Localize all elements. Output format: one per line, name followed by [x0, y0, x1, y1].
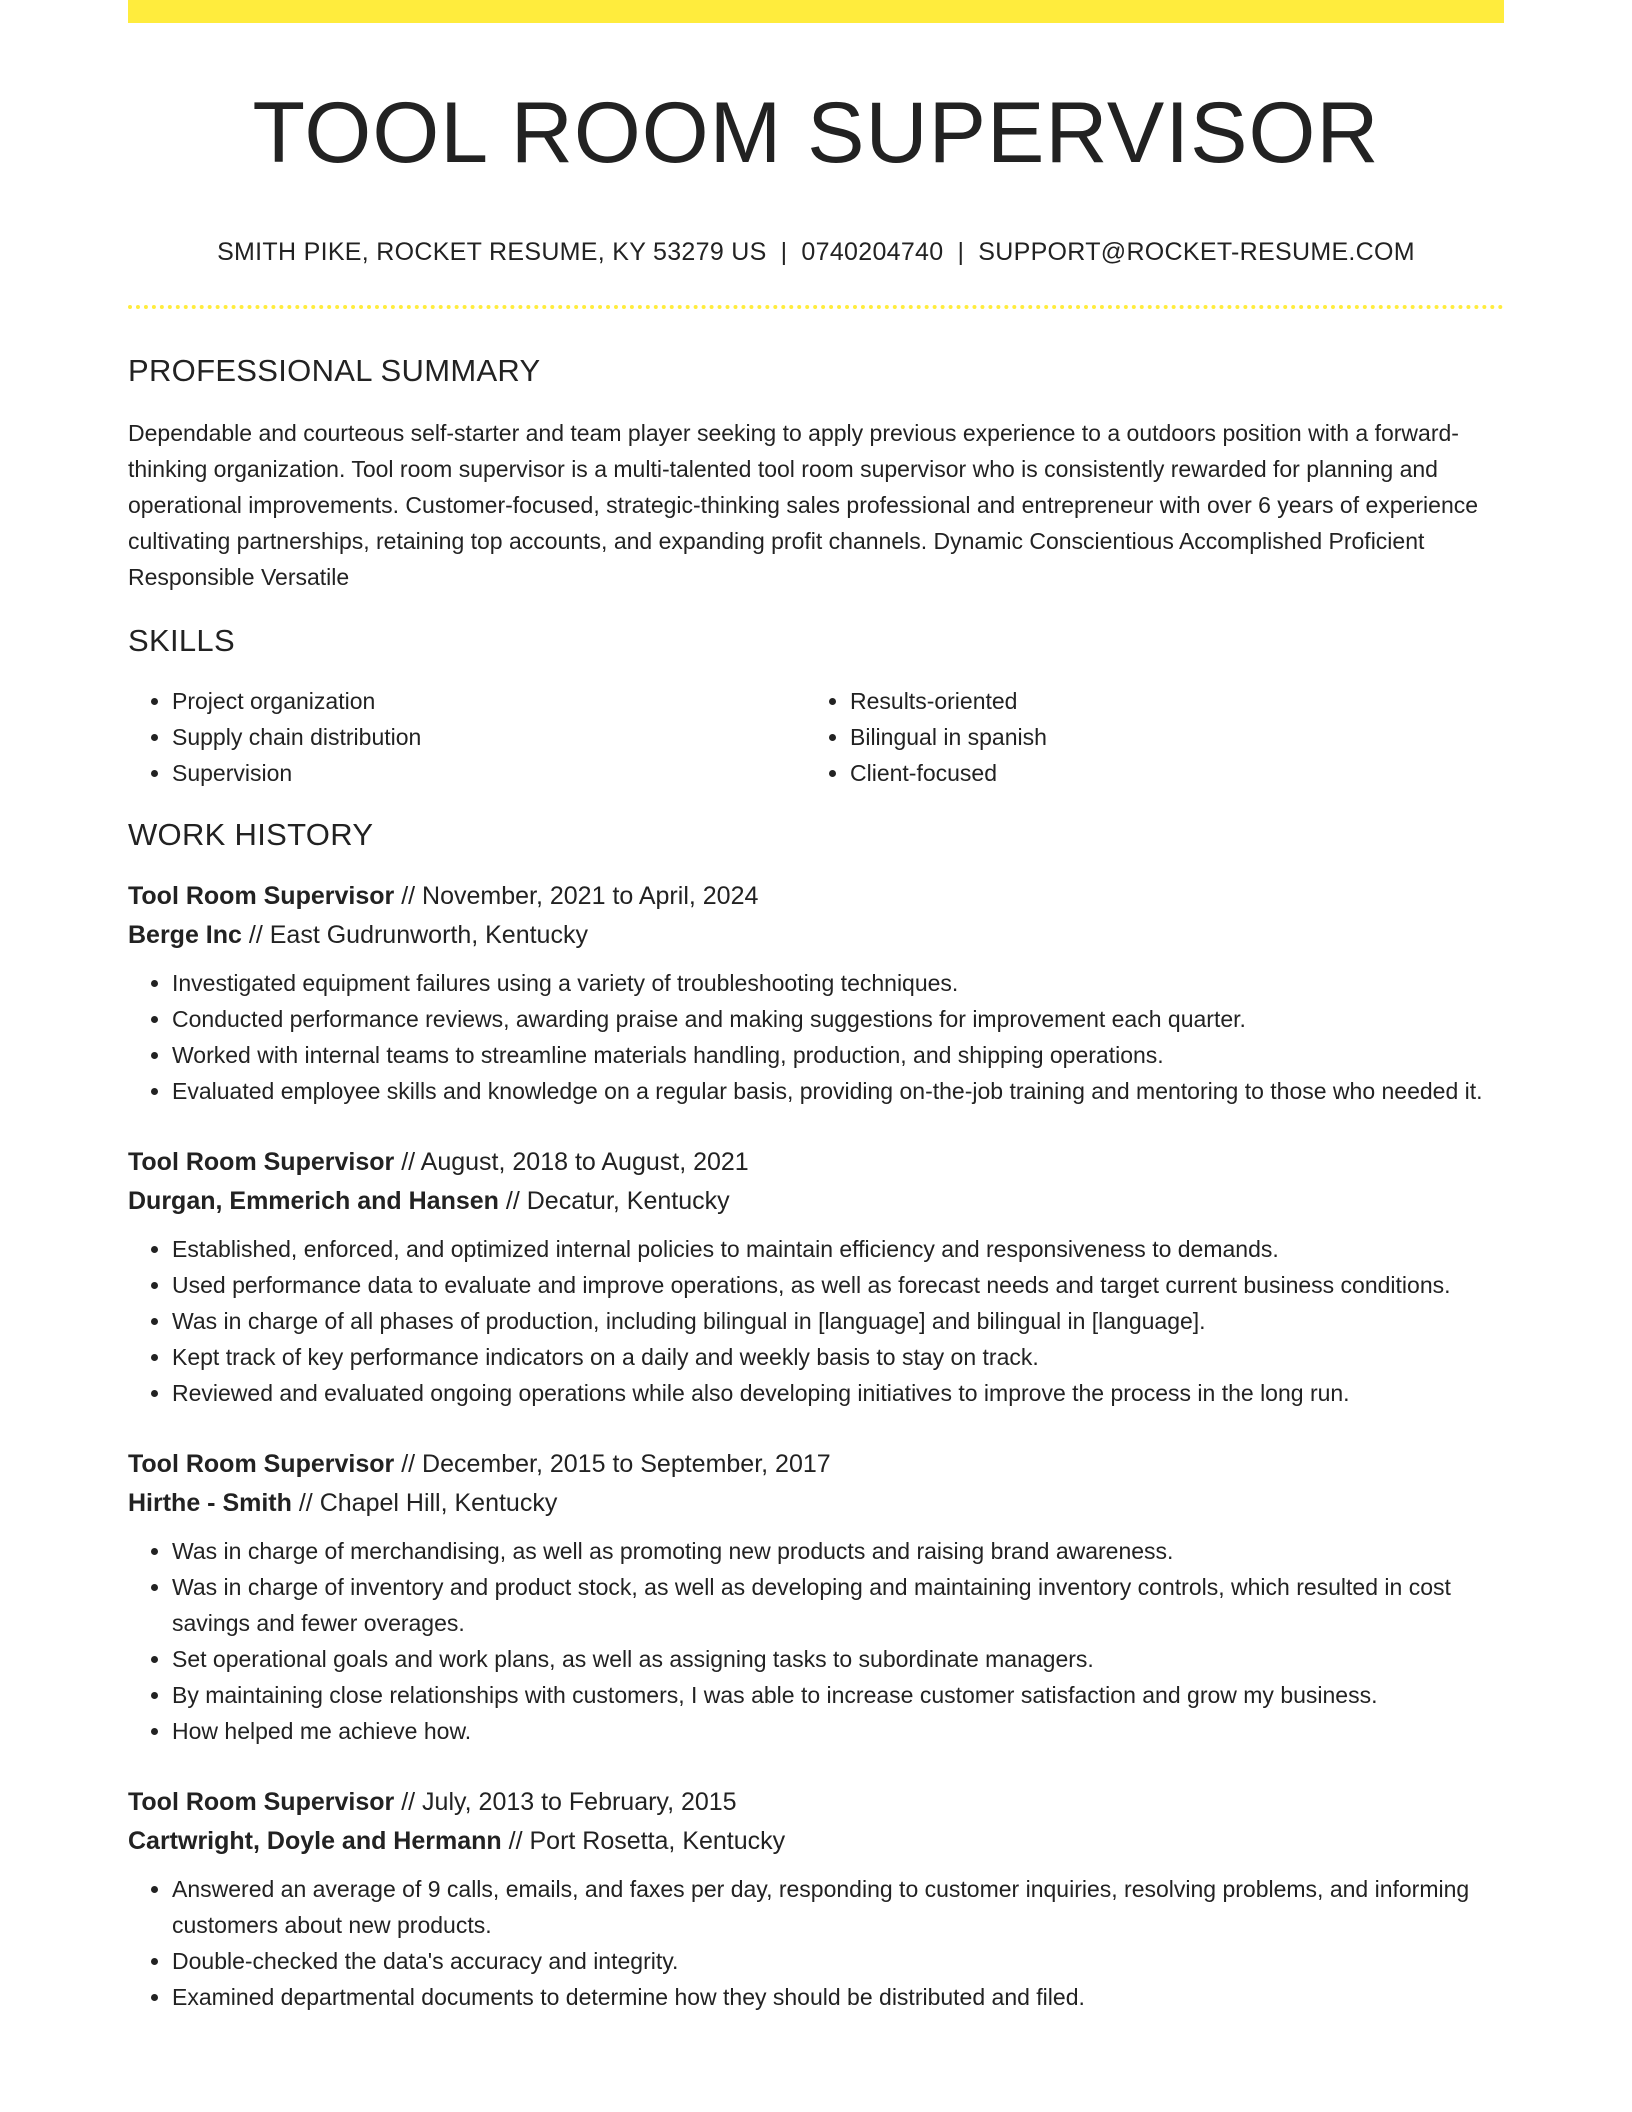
job-bullet: • Worked with internal teams to streamline materials handling, production, and shipping operations.	[172, 1037, 1504, 1073]
job-bullet: • Investigated equipment failures using a variety of troubleshooting techniques.	[172, 965, 1504, 1001]
job-company: Durgan, Emmerich and Hansen	[128, 1187, 499, 1215]
job-bullet: • Was in charge of inventory and product stock, as well as developing and maintaining inventory controls, which resulted in cost savings and fewer overages.	[172, 1569, 1504, 1641]
resume-page	[128, 0, 1504, 2015]
accent-bar	[128, 0, 1504, 23]
job-bullets	[128, 965, 1504, 1109]
job-role-line	[128, 1445, 1504, 1484]
job-location: Port Rosetta, Kentucky	[529, 1827, 786, 1855]
job-bullet: • Evaluated employee skills and knowledge on a regular basis, providing on-the-job training and mentoring to those who needed it.	[172, 1073, 1504, 1109]
job-company-line	[128, 1182, 1504, 1221]
job-entry	[128, 877, 1504, 1109]
job-company-line	[128, 1822, 1504, 1861]
job-separator: //	[401, 1788, 416, 1816]
job-bullet: • Conducted performance reviews, awarding praise and making suggestions for improvement each quarter.	[172, 1001, 1504, 1037]
contact-phone: 0740204740	[801, 238, 944, 266]
skill-item: • Project organization	[172, 683, 806, 719]
job-company: Berge Inc	[128, 921, 242, 949]
job-bullet: • Examined departmental documents to determine how they should be distributed and filed.	[172, 1979, 1504, 2015]
job-company-line	[128, 916, 1504, 955]
contact-address: SMITH PIKE, ROCKET RESUME, KY 53279 US	[217, 238, 767, 266]
job-dates: July, 2013 to February, 2015	[422, 1788, 737, 1816]
skill-item: • Supervision	[172, 755, 806, 791]
job-separator: //	[401, 1148, 416, 1176]
job-company: Cartwright, Doyle and Hermann	[128, 1827, 502, 1855]
job-company: Hirthe - Smith	[128, 1489, 292, 1517]
job-separator: //	[505, 1187, 520, 1215]
job-dates: December, 2015 to September, 2017	[422, 1450, 831, 1478]
job-role: Tool Room Supervisor	[128, 882, 395, 910]
skills-list	[128, 683, 1504, 791]
job-bullets	[128, 1533, 1504, 1749]
skill-item: • Bilingual in spanish	[850, 719, 1484, 755]
job-bullet: • Was in charge of merchandising, as well as promoting new products and raising brand awareness.	[172, 1533, 1504, 1569]
resume-title: TOOL ROOM SUPERVISOR	[252, 85, 1380, 181]
job-bullet: • By maintaining close relationships with customers, I was able to increase customer satisfaction and grow my business.	[172, 1677, 1504, 1713]
job-entry	[128, 1445, 1504, 1749]
job-role-line	[128, 1783, 1504, 1822]
job-role-line	[128, 877, 1504, 916]
job-role: Tool Room Supervisor	[128, 1148, 395, 1176]
skill-item: • Client-focused	[850, 755, 1484, 791]
job-role: Tool Room Supervisor	[128, 1788, 395, 1816]
job-location: Decatur, Kentucky	[526, 1187, 730, 1215]
contact-separator: |	[780, 238, 788, 266]
work-history-heading: WORK HISTORY	[128, 817, 374, 852]
job-role: Tool Room Supervisor	[128, 1450, 395, 1478]
job-bullet: • Kept track of key performance indicators on a daily and weekly basis to stay on track.	[172, 1339, 1504, 1375]
job-entry	[128, 1143, 1504, 1411]
job-role-line	[128, 1143, 1504, 1182]
job-bullet: • Double-checked the data's accuracy and integrity.	[172, 1943, 1504, 1979]
job-dates: August, 2018 to August, 2021	[420, 1148, 749, 1176]
skill-item: • Results-oriented	[850, 683, 1484, 719]
job-entry	[128, 1783, 1504, 2015]
job-dates: November, 2021 to April, 2024	[422, 882, 759, 910]
summary-heading: PROFESSIONAL SUMMARY	[128, 353, 541, 388]
job-bullet: • Set operational goals and work plans, as well as assigning tasks to subordinate managers.	[172, 1641, 1504, 1677]
skills-heading: SKILLS	[128, 623, 235, 658]
job-separator: //	[508, 1827, 523, 1855]
skill-item: • Supply chain distribution	[172, 719, 806, 755]
job-bullets	[128, 1231, 1504, 1411]
contact-line	[128, 237, 1504, 267]
job-bullet: • How helped me achieve how.	[172, 1713, 1504, 1749]
job-company-line	[128, 1484, 1504, 1523]
job-separator: //	[401, 1450, 416, 1478]
job-separator: //	[401, 882, 416, 910]
job-separator: //	[248, 921, 263, 949]
job-bullet: • Established, enforced, and optimized internal policies to maintain efficiency and responsiveness to demands.	[172, 1231, 1504, 1267]
skills-column-left	[128, 683, 806, 791]
job-bullet: • Reviewed and evaluated ongoing operations while also developing initiatives to improve the process in the long run.	[172, 1375, 1504, 1411]
contact-email: SUPPORT@ROCKET-RESUME.COM	[978, 238, 1415, 266]
job-bullets	[128, 1871, 1504, 2015]
dotted-divider	[128, 305, 1504, 309]
job-bullet: • Was in charge of all phases of production, including bilingual in [language] and bilingual in [language].	[172, 1303, 1504, 1339]
job-separator: //	[298, 1489, 313, 1517]
job-bullet: • Used performance data to evaluate and improve operations, as well as forecast needs and target current business conditions.	[172, 1267, 1504, 1303]
job-location: East Gudrunworth, Kentucky	[269, 921, 588, 949]
skills-column-right	[806, 683, 1484, 791]
contact-separator: |	[957, 238, 965, 266]
job-bullet: • Answered an average of 9 calls, emails, and faxes per day, responding to customer inquiries, resolving problems, and informing customers about new products.	[172, 1871, 1504, 1943]
summary-text: Dependable and courteous self-starter and team player seeking to apply previous experience to a outdoors position with a forward-thinking organization. Tool room supervisor is a multi-talented tool room supervisor who is consistently rewarded for planning and operational improvements. Customer-focused, strategic-thinking sales professional and entrepreneur with over 6 years of experience cultivating partnerships, retaining top accounts, and expanding profit channels. Dynamic Conscientious Accomplished Proficient Responsible Versatile	[128, 420, 1479, 590]
job-location: Chapel Hill, Kentucky	[319, 1489, 558, 1517]
